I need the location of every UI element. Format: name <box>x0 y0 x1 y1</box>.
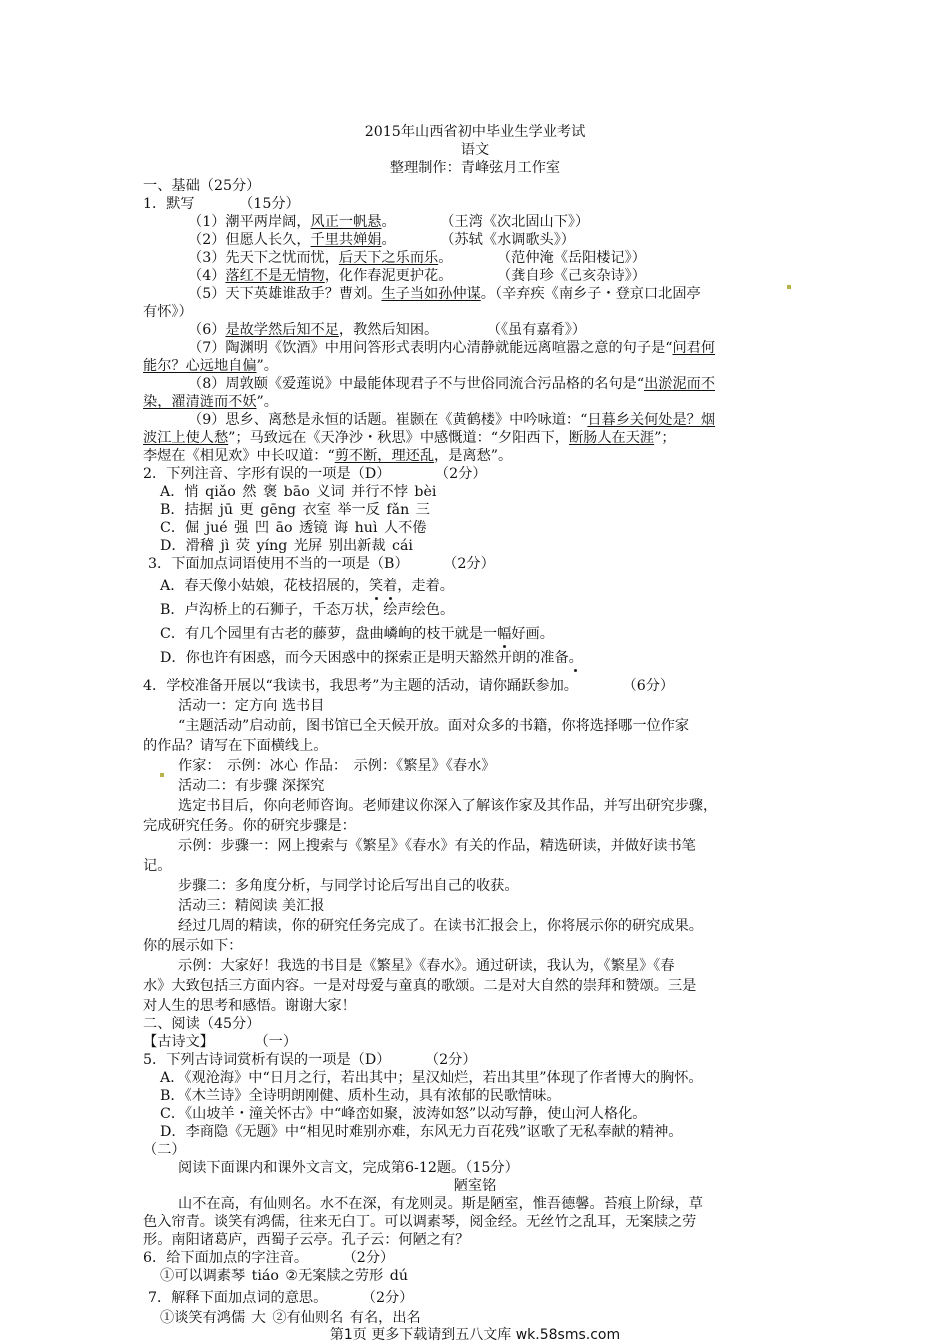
recite-item-8-cont <box>143 393 278 411</box>
recite-source: （苏轼《水调歌头》） <box>440 232 575 248</box>
paragraph: 选定书目后，你向老师咨询。老师建议你深入了解该作家及其作品，并写出研究步骤， <box>178 798 718 814</box>
paragraph: 记。 <box>143 858 172 874</box>
answer-line: ①谈笑有鸿儒 大 ②有仙则名 有名，出名 <box>160 1310 421 1326</box>
recite-item-5-cont: 有怀》） <box>143 304 193 320</box>
recite-item-9 <box>188 411 715 429</box>
paragraph: 示例：步骤一：网上搜索与《繁星》《春水》有关的作品，精选研读，并做好读书笔 <box>178 838 696 854</box>
recite-prompt: （9）思乡、离愁是永恒的话题。崔颢在《黄鹤楼》中吟咏道：“ <box>188 412 588 428</box>
question-stem <box>143 1051 477 1069</box>
answer-line: ①可以调素琴 tiáo ②无案牍之劳形 dú <box>160 1268 408 1284</box>
recite-punct: ”； <box>654 430 676 446</box>
option-b: B．卢沟桥上的石狮子，千态万状，绘声绘色。 <box>160 602 455 618</box>
passage-title: 陋室铭 <box>453 1178 497 1194</box>
option-c: C．倔 jué 强 凹 āo 透镜 诲 huì 人不倦 <box>160 520 427 536</box>
emphasis-dot <box>375 597 378 600</box>
recite-item-5 <box>188 285 701 303</box>
recite-source: 。（辛弃疾《南乡子・登京口北固亭 <box>480 286 701 302</box>
emphasis-dot <box>574 669 577 672</box>
q6-score: （2分） <box>342 1250 395 1266</box>
recite-source: （龚自珍《己亥杂诗》） <box>496 268 646 284</box>
recite-source: （王湾《次北固山下》） <box>440 214 590 230</box>
q1-score: （15分） <box>239 196 300 212</box>
subsection-heading <box>143 1033 297 1051</box>
passage-line: 形。南阳诸葛庐，西蜀子云亭。孔子云：何陋之有？ <box>143 1232 470 1248</box>
recite-answer: 出淤泥而不 <box>644 376 716 392</box>
recite-answer: 问君何 <box>672 340 716 356</box>
recite-item-7-cont <box>143 357 278 375</box>
q4-score: （6分） <box>622 678 675 694</box>
q2-stem: 2．下列注音、字形有误的一项是（D） <box>143 466 391 482</box>
question-stem <box>143 465 487 483</box>
paragraph: 步骤二：多角度分析，与同学讨论后写出自己的收获。 <box>178 878 519 894</box>
recite-answer: 是故学然后知不足 <box>225 322 339 338</box>
option-d: D．你也许有困惑，而今天困惑中的探索正是明天豁然开朗的准备。 <box>160 650 583 666</box>
q5-score: （2分） <box>424 1052 477 1068</box>
paragraph: “主题活动”启动前，图书馆已全天候开放。面对众多的书籍，你将选择哪一位作家 <box>178 718 690 734</box>
producer-line: 整理制作：青峰弦月工作室 <box>389 160 561 176</box>
recite-answer: 生子当如孙仲谋 <box>381 286 481 302</box>
stray-mark <box>160 773 164 777</box>
recite-answer: 波江上使人愁 <box>143 430 229 446</box>
recite-prompt: （3）先天下之忧而忧， <box>188 250 339 266</box>
q4-stem: 4．学校准备开展以“我读书，我思考”为主题的活动，请你踊跃参加。 <box>143 678 578 694</box>
question-stem <box>143 1249 394 1267</box>
option-a: A．悄 qiǎo 然 褒 bāo 义词 并行不悖 bèi <box>160 484 437 500</box>
question-stem <box>143 195 300 213</box>
recite-item-3 <box>188 249 646 267</box>
activity-heading: 活动二：有步骤 深探究 <box>178 778 325 794</box>
recite-item-1 <box>188 213 589 231</box>
recite-punct: 。 <box>381 232 396 248</box>
emphasis-dot <box>503 645 506 648</box>
recite-punct: ，是离愁”。 <box>434 448 513 464</box>
paragraph: 你的展示如下： <box>143 938 243 954</box>
recite-prompt: （8）周敦颐《爱莲说》中最能体现君子不与世俗同流合污品格的名句是“ <box>188 376 645 392</box>
recite-punct: 。 <box>381 214 396 230</box>
paragraph: 水》大致包括三方面内容。一是对母爱与童真的歌颂。二是对大自然的崇拜和赞颂。三是 <box>143 978 697 994</box>
gushiwen-label: 【古诗文】 <box>143 1034 214 1050</box>
option-a: A．春天像小姑娘，花枝招展的，笑着，走着。 <box>160 578 454 594</box>
recite-answer: 断肠人在天涯 <box>568 430 655 446</box>
q1-stem: 1．默写 <box>143 196 195 212</box>
recite-prompt: （7）陶渊明《饮酒》中用问答形式表明内心清静就能远离喧嚣之意的句子是“ <box>188 340 673 356</box>
recite-answer: 剪不断，理还乱 <box>334 448 435 464</box>
answer-line: 作家： 示例：冰心 作品： 示例：《繁星》《春水》 <box>178 758 496 774</box>
q7-score: （2分） <box>361 1290 414 1306</box>
recite-number: （4） <box>188 268 226 284</box>
stray-mark <box>787 285 791 289</box>
recite-answer: 千里共婵娟 <box>310 232 382 248</box>
recite-punct: ”。 <box>256 394 278 410</box>
option-b: B．拮据 jū 更 gēng 衣室 举一反 fǎn 三 <box>160 502 430 518</box>
recite-item-6 <box>188 321 586 339</box>
section-heading: 二、阅读（45分） <box>143 1016 261 1032</box>
recite-item-2 <box>188 231 575 249</box>
option-d: D．李商隐《无题》中“相见时难别亦难，东风无力百花残”讴歌了无私奉献的精神。 <box>160 1124 683 1140</box>
exam-title: 2015年山西省初中毕业生学业考试 <box>364 124 586 140</box>
recite-prompt: （5）天下英雄谁敌手？曹刘。 <box>188 286 382 302</box>
recite-prompt: ”；马致远在《天净沙・秋思》中感慨道：“夕阳西下， <box>228 430 569 446</box>
passage-line: 山不在高，有仙则名。水不在深，有龙则灵。斯是陋室，惟吾德馨。苔痕上阶绿，草 <box>178 1196 703 1212</box>
paragraph: 经过几周的精读，你的研究任务完成了。在读书汇报会上，你将展示你的研究成果。 <box>178 918 703 934</box>
recite-answer: 风正一帆悬 <box>310 214 382 230</box>
question-stem <box>143 677 674 695</box>
paragraph: 的作品？请写在下面横线上。 <box>143 738 328 754</box>
option-c: C．《山坡羊・潼关怀古》中“峰峦如聚，波涛如怒”以动写静，使山河人格化。 <box>160 1106 647 1122</box>
paragraph: 示例：大家好！我选的书目是《繁星》《春水》。通过研读，我认为，《繁星》《春 <box>178 958 675 974</box>
paragraph: 阅读下面课内和课外文言文，完成第6-12题。（15分） <box>178 1160 519 1176</box>
activity-heading: 活动三：精阅读 美汇报 <box>178 898 325 914</box>
recite-prompt: （2）但愿人长久， <box>188 232 311 248</box>
page-footer: 第1页 更多下载请到五八文库 wk.58sms.com <box>329 1327 621 1343</box>
option-a: A．《观沧海》中“日月之行，若出其中；星汉灿烂，若出其里”体现了作者博大的胸怀。 <box>160 1070 703 1086</box>
recite-prompt: （1）潮平两岸阔， <box>188 214 311 230</box>
subject-title: 语文 <box>460 142 490 158</box>
paragraph: 对人生的思考和感悟。谢谢大家！ <box>143 998 356 1014</box>
recite-prompt: ，教然后知困。 <box>338 322 439 338</box>
recite-answer: 落红不是无情物 <box>225 268 325 284</box>
paragraph: 完成研究任务。你的研究步骤是： <box>143 818 356 834</box>
recite-answer: 后天下之乐而乐 <box>338 250 439 266</box>
part-label: （二） <box>143 1142 186 1158</box>
recite-prompt: 李煜在《相见欢》中长叹道：“ <box>143 448 335 464</box>
option-c: C．有几个园里有古老的藤萝，盘曲嶙峋的枝干就是一幅好画。 <box>160 626 554 642</box>
section-heading: 一、基础（25分） <box>143 178 261 194</box>
q7-stem: 7．解释下面加点词的意思。 <box>148 1290 328 1306</box>
recite-answer: 能尔？心远地自偏 <box>143 358 257 374</box>
recite-answer: 日暮乡关何处是？烟 <box>587 412 716 428</box>
recite-number: （6） <box>188 322 226 338</box>
option-b: B．《木兰诗》全诗明朗刚健、质朴生动，具有浓郁的民歌情味。 <box>160 1088 561 1104</box>
recite-source: （《虽有嘉肴》） <box>486 322 587 338</box>
recite-item-9-cont <box>143 429 676 447</box>
question-stem <box>148 555 495 573</box>
passage-line: 色入帘青。谈笑有鸿儒，往来无白丁。可以调素琴，阅金经。无丝竹之乱耳，无案牍之劳 <box>143 1214 697 1230</box>
recite-item-8 <box>188 375 715 393</box>
part-label: （一） <box>254 1034 298 1050</box>
activity-heading: 活动一：定方向 选书目 <box>178 698 325 714</box>
recite-prompt: ，化作春泥更护花。 <box>324 268 453 284</box>
recite-answer: 染，濯清涟而不妖 <box>143 394 257 410</box>
q3-stem: 3．下面加点词语使用不当的一项是（B） <box>148 556 409 572</box>
q6-stem: 6．给下面加点的字注音。 <box>143 1250 309 1266</box>
emphasis-dot <box>389 597 392 600</box>
recite-source: （范仲淹《岳阳楼记》） <box>496 250 646 266</box>
question-stem <box>148 1289 413 1307</box>
q3-score: （2分） <box>443 556 495 572</box>
recite-item-7 <box>188 339 715 357</box>
recite-punct: ”。 <box>256 358 278 374</box>
q5-stem: 5．下列古诗词赏析有误的一项是（D） <box>143 1052 391 1068</box>
q2-score: （2分） <box>434 466 487 482</box>
recite-item-9-cont2 <box>143 447 512 465</box>
recite-item-4 <box>188 267 646 285</box>
option-d: D．滑稽 jì 荧 yíng 光屏 别出新裁 cái <box>160 538 413 554</box>
recite-punct: 。 <box>438 250 453 266</box>
